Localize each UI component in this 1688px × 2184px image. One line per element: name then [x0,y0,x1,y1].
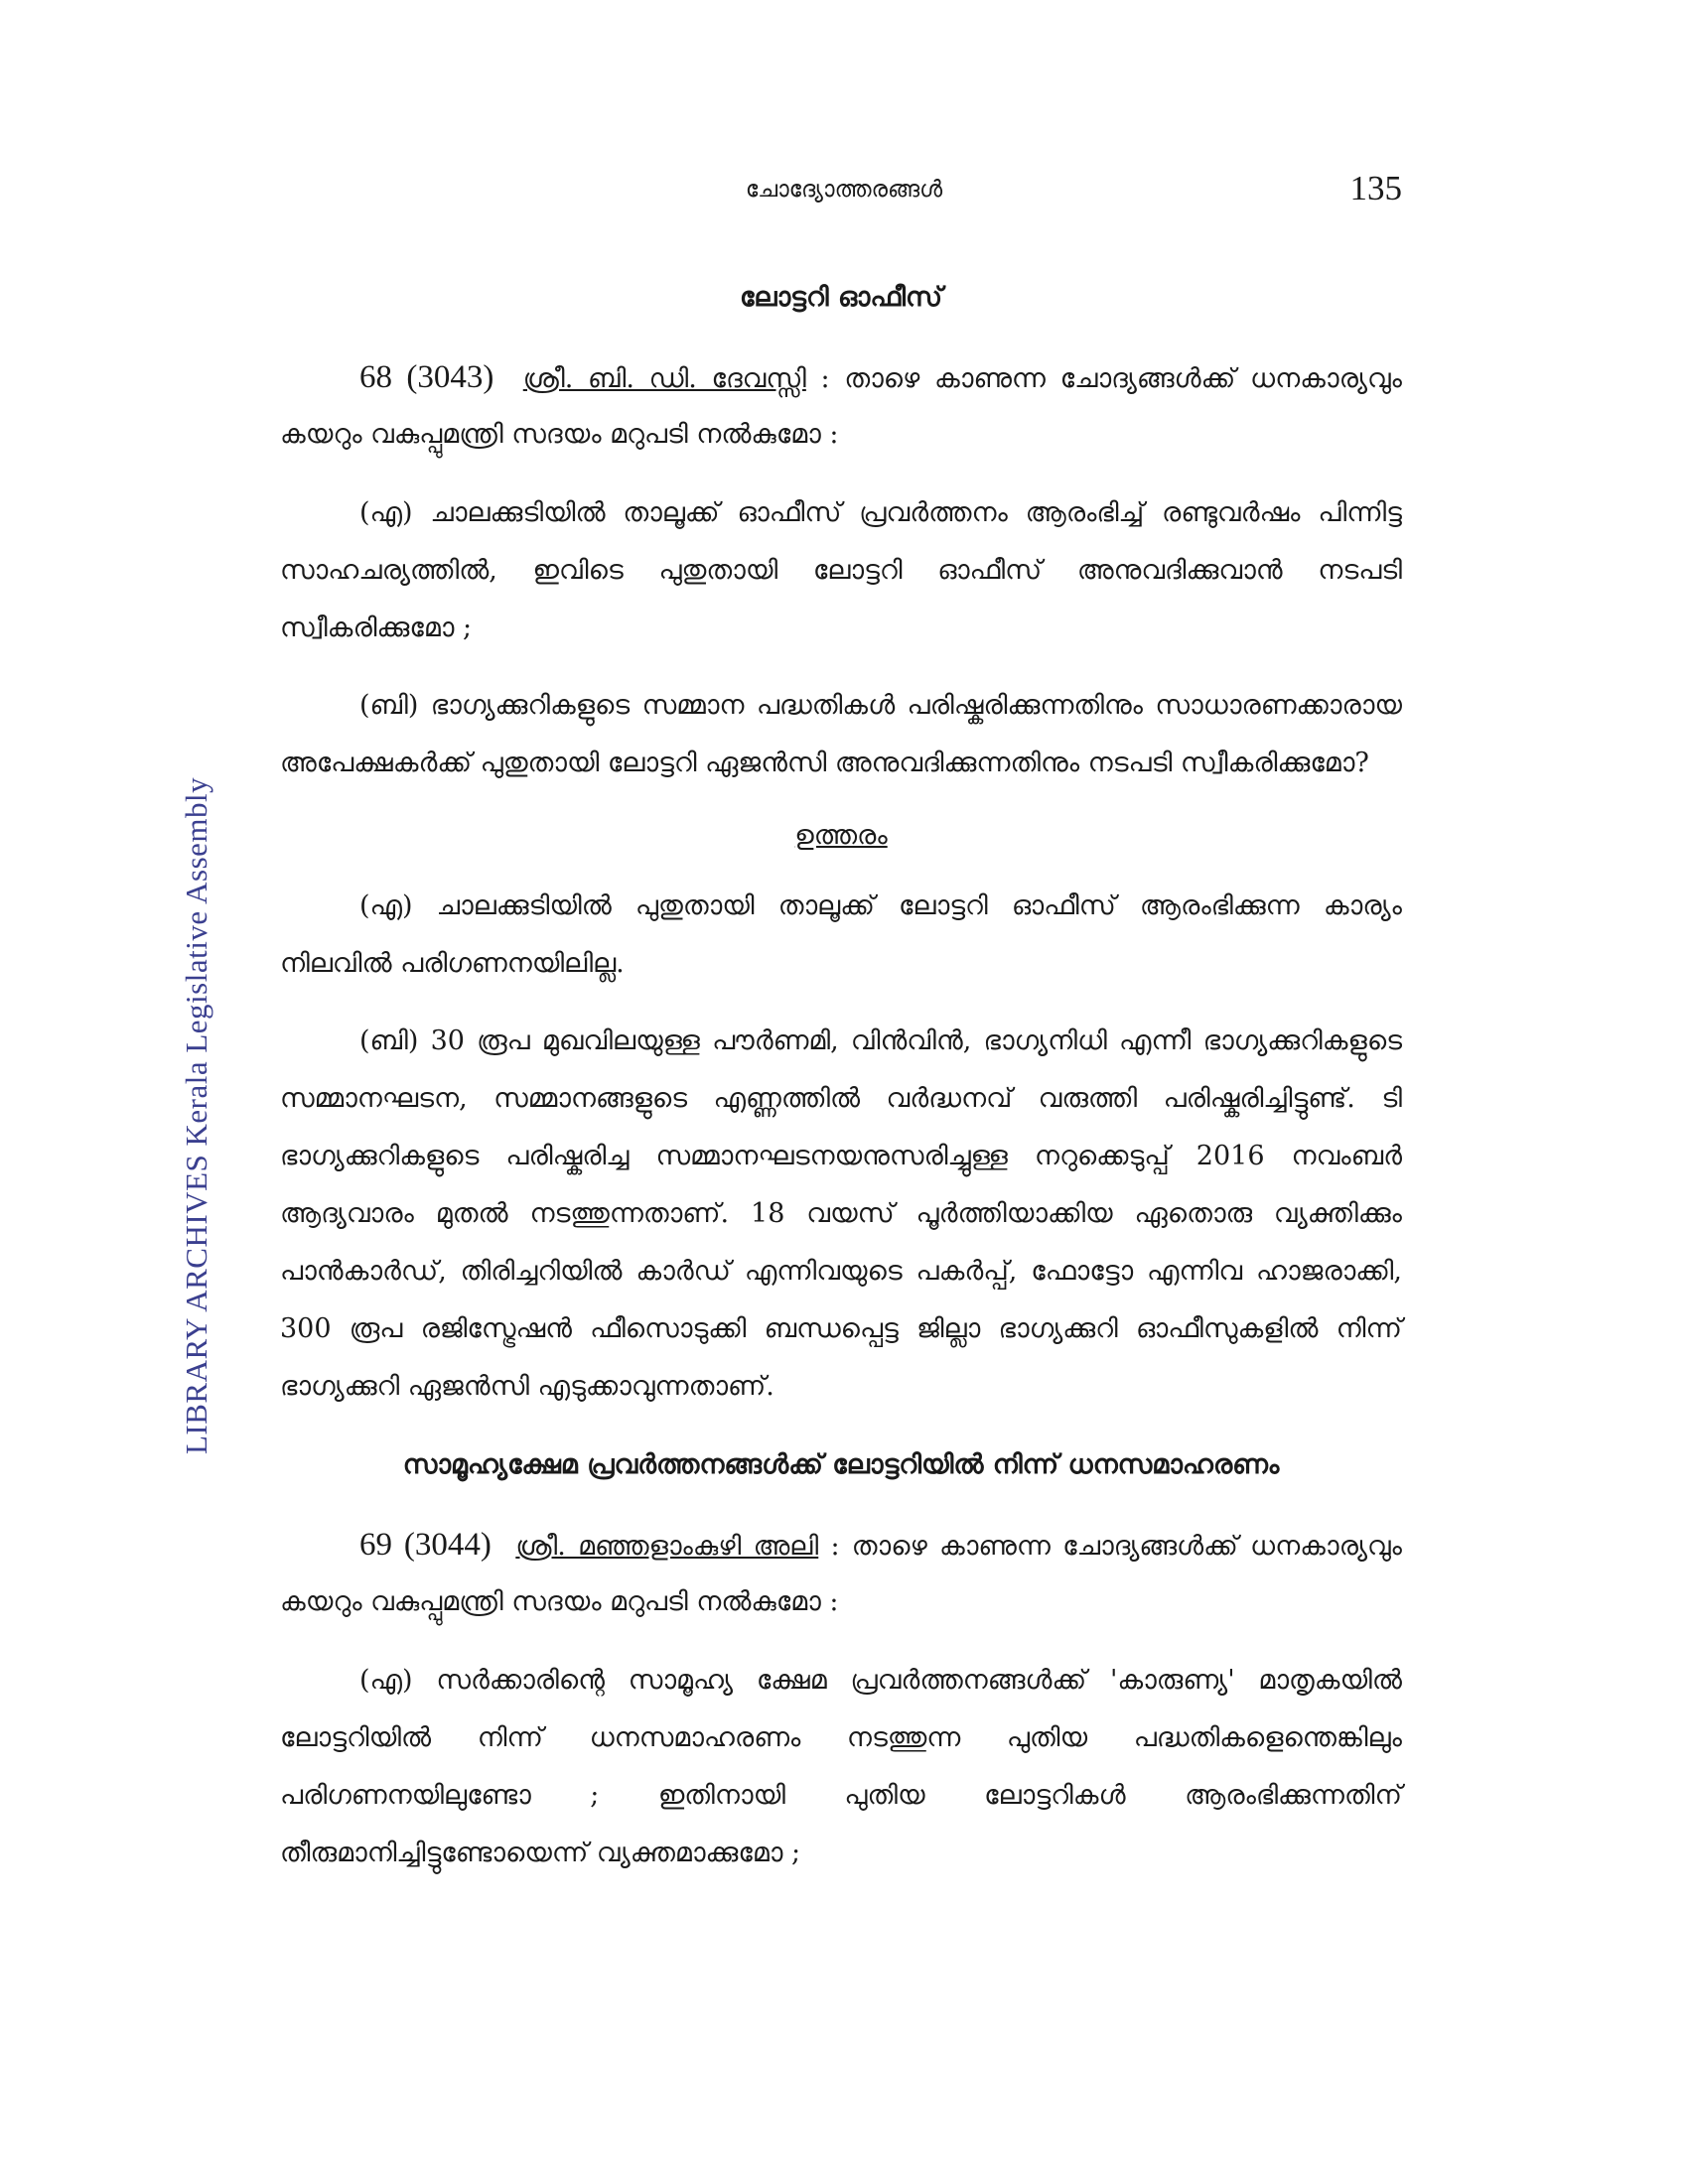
member-name: ശ്രീ. മഞ്ഞളാംകുഴി അലി [515,1531,819,1562]
question-intro-text: : താഴെ കാണുന്ന ചോദ്യങ്ങൾക്ക് ധനകാര്യവും കയറും വകുപ്പുമന്ത്രി സദയം മറുപടി നൽകുമോ : [280,1531,1402,1617]
question-item: (എ) ചാലക്കുടിയിൽ താലൂക്ക് ഓഫീസ് പ്രവർത്തനം ആരംഭിച്ച് രണ്ടുവർഷം പിന്നിട്ട സാഹചര്യത്തിൽ, ഇവിടെ പുതുതായി ലോട്ടറി ഓഫീസ് അനുവദിക്കുവാൻ നടപടി സ്വീകരിക്കുമോ ; [280,497,1402,643]
member-name: ശ്രീ. ബി. ഡി. ദേവസ്സി [522,363,806,394]
question-item: (എ) സർക്കാരിന്റെ സാമൂഹ്യ ക്ഷേമ പ്രവർത്തനങ്ങൾക്ക് 'കാരുണ്യ' മാതൃകയിൽ ലോട്ടറിയിൽ നിന്ന് ധനസമാഹരണം നടത്തുന്ന പുതിയ പദ്ധതികളെന്തെങ്കിലും പരിഗണനയിലുണ്ടോ ; ഇതിനായി പുതിയ ലോട്ടറികൾ ആരംഭിക്കുന്നതിന് തീരുമാനിച്ചിട്ടുണ്ടോയെന്ന് വ്യക്തമാക്കുമോ ; [280,1665,1402,1868]
page-number: 135 [1349,169,1402,207]
answer-heading: ഉത്തരം [794,820,888,851]
question-item: (ബി) ഭാഗ്യക്കുറികളുടെ സമ്മാന പദ്ധതികൾ പരിഷ്കരിക്കുന്നതിനും സാധാരണക്കാരായ അപേക്ഷകർക്ക് പുതുതായി ലോട്ടറി ഏജൻസി അനുവദിക്കുന്നതിനും നടപടി സ്വീകരിക്കുമോ? [280,690,1402,778]
question-intro [280,349,1402,463]
section-divider [280,1435,1402,1445]
question-intro-text: : താഴെ കാണുന്ന ചോദ്യങ്ങൾക്ക് ധനകാര്യവും കയറും വകുപ്പുമന്ത്രി സദയം മറുപടി നൽകുമോ : [280,363,1402,450]
running-title: ചോദ്യോത്തരങ്ങൾ [745,177,943,203]
question-number: 69 (3044) [359,1527,492,1563]
section-heading: ലോട്ടറി ഓഫീസ് [739,282,942,313]
answer-item: (ബി) 30 രൂപ മുഖവിലയുള്ള പൗർണമി, വിൻവിൻ, ഭാഗ്യനിധി എന്നീ ഭാഗ്യക്കുറികളുടെ സമ്മാനഘടന, സമ്മാനങ്ങളുടെ എണ്ണത്തിൽ വർദ്ധനവ് വരുത്തി പരിഷ്കരിച്ചിട്ടുണ്ട്. ടി ഭാഗ്യക്കുറികളുടെ പരിഷ്കരിച്ച സമ്മാനഘടനയനുസരിച്ചുള്ള നറുക്കെടുപ്പ് 2016 നവംബർ ആദ്യവാരം മുതൽ നടത്തുന്നതാണ്. 18 വയസ് പൂർത്തിയാക്കിയ ഏതൊരു വ്യക്തിക്കും പാൻകാർഡ്, തിരിച്ചറിയിൽ കാർഡ് എന്നിവയുടെ പകർപ്പ്, ഫോട്ടോ എന്നിവ ഹാജരാക്കി, 300 രൂപ രജിസ്ട്രേഷൻ ഫീസൊടുക്കി ബന്ധപ്പെട്ട ജില്ലാ ഭാഗ്യക്കുറി ഓഫീസുകളിൽ നിന്ന് ഭാഗ്യക്കുറി ഏജൻസി എടുക്കാവുന്നതാണ്. [280,1025,1402,1402]
section-heading: സാമൂഹ്യക്ഷേമ പ്രവർത്തനങ്ങൾക്ക് ലോട്ടറിയിൽ നിന്ന് ധനസമാഹരണം [402,1449,1280,1480]
question-intro [280,1517,1402,1630]
archive-watermark: LIBRARY ARCHIVES Kerala Legislative Assembly [179,776,213,1454]
answer-item: (എ) ചാലക്കുടിയിൽ പുതുതായി താലൂക്ക് ലോട്ടറി ഓഫീസ് ആരംഭിക്കുന്ന കാര്യം നിലവിൽ പരിഗണനയിലില്ല. [280,890,1402,979]
question-number: 68 (3043) [359,359,494,395]
page-content [280,278,1402,1902]
